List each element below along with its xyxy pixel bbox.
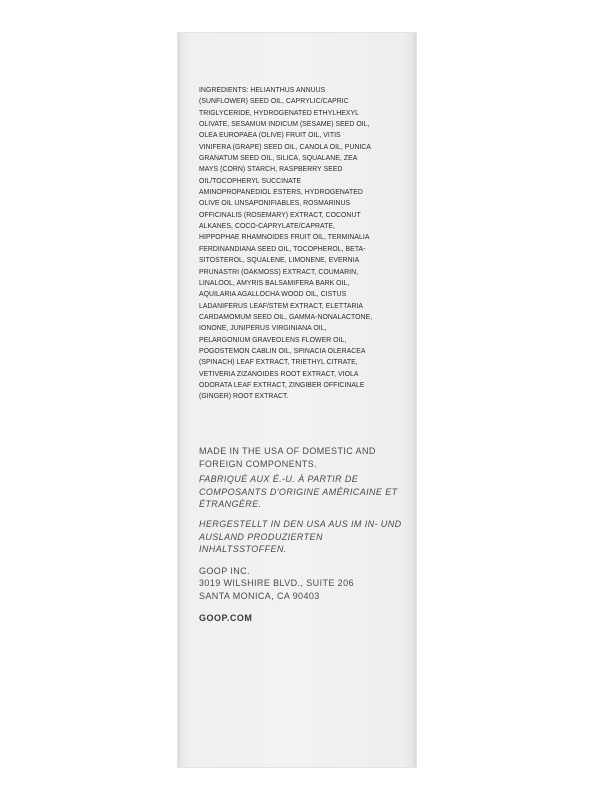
company-street: 3019 WILSHIRE BLVD., SUITE 206 [199, 578, 354, 589]
company-address [199, 565, 404, 603]
ingredients-text: HELIANTHUS ANNUUS (SUNFLOWER) SEED OIL, CAPRYLIC/CAPRIC TRIGLYCERIDE, HYDROGENATED ETHYLHEXYL OLIVATE, SESAMUM INDICUM (SESAME) SEED OIL, OLEA EUROPAEA (OLIVE) FRUIT OIL, VITIS VINIFERA (GRAPE) SEED OIL, CANOLA OIL, PUNICA GRANATUM SEED OIL, SILICA, SQUALANE, ZEA MAYS (CORN) STARCH, RASPBERRY SEED OIL/TOCOPHERYL SUCCINATE AMINOPROPANEDIOL ESTERS, HYDROGENATED OLIVE OIL UNSAPONIFIABLES, ROSMARINUS OFFICINALIS (ROSEMARY) EXTRACT, COCONUT ALKANES, COCO-CAPRYLATE/CAPRATE, HIPPOPHAE RHAMNOIDES FRUIT OIL, TERMINALIA FERDINANDIANA SEED OIL, TOCOPHEROL, BETA-SITOSTEROL, SQUALENE, LIMONENE, EVERNIA PRUNASTRI (OAKMOSS) EXTRACT, COUMARIN, LINALOOL, AMYRIS BALSAMIFERA BARK OIL, AQUILARIA AGALLOCHA WOOD OIL, CISTUS LADANIFERUS LEAF/STEM EXTRACT, ELETTARIA CARDAMOMUM SEED OIL, GAMMA-NONALACTONE, IONONE, JUNIPERUS VIRGINIANA OIL, PELARGONIUM GRAVEOLENS FLOWER OIL, POGOSTEMON CABLIN OIL, SPINACIA OLERACEA (SPINACH) LEAF EXTRACT, TRIETHYL CITRATE, VETIVERIA ZIZANOIDES ROOT EXTRACT, VIOLA ODORATA LEAF EXTRACT, ZINGIBER OFFICINALE (GINGER) ROOT EXTRACT. [199, 85, 373, 401]
box-left-edge-shadow [178, 33, 182, 767]
origin-french: FABRIQUÉ AUX É.-U. À PARTIR DE COMPOSANTS D'ORIGINE AMÉRICAINE ET ÉTRANGÈRE. [199, 474, 398, 510]
company-name: GOOP INC. [199, 565, 250, 576]
box-right-edge-shadow [412, 33, 416, 767]
company-city: SANTA MONICA, CA 90403 [199, 590, 320, 601]
company-website: GOOP.COM [199, 612, 253, 623]
ingredients-label: INGREDIENTS: [199, 85, 249, 94]
origin-and-address-block [199, 445, 404, 624]
origin-german: HERGESTELLT IN DEN USA AUS IM IN- UND AUSLAND PRODUZIERTEN INHALTSSTOFFEN. [199, 518, 402, 555]
ingredients-list [199, 84, 374, 402]
origin-english: MADE IN THE USA OF DOMESTIC AND FOREIGN COMPONENTS. [199, 446, 376, 469]
